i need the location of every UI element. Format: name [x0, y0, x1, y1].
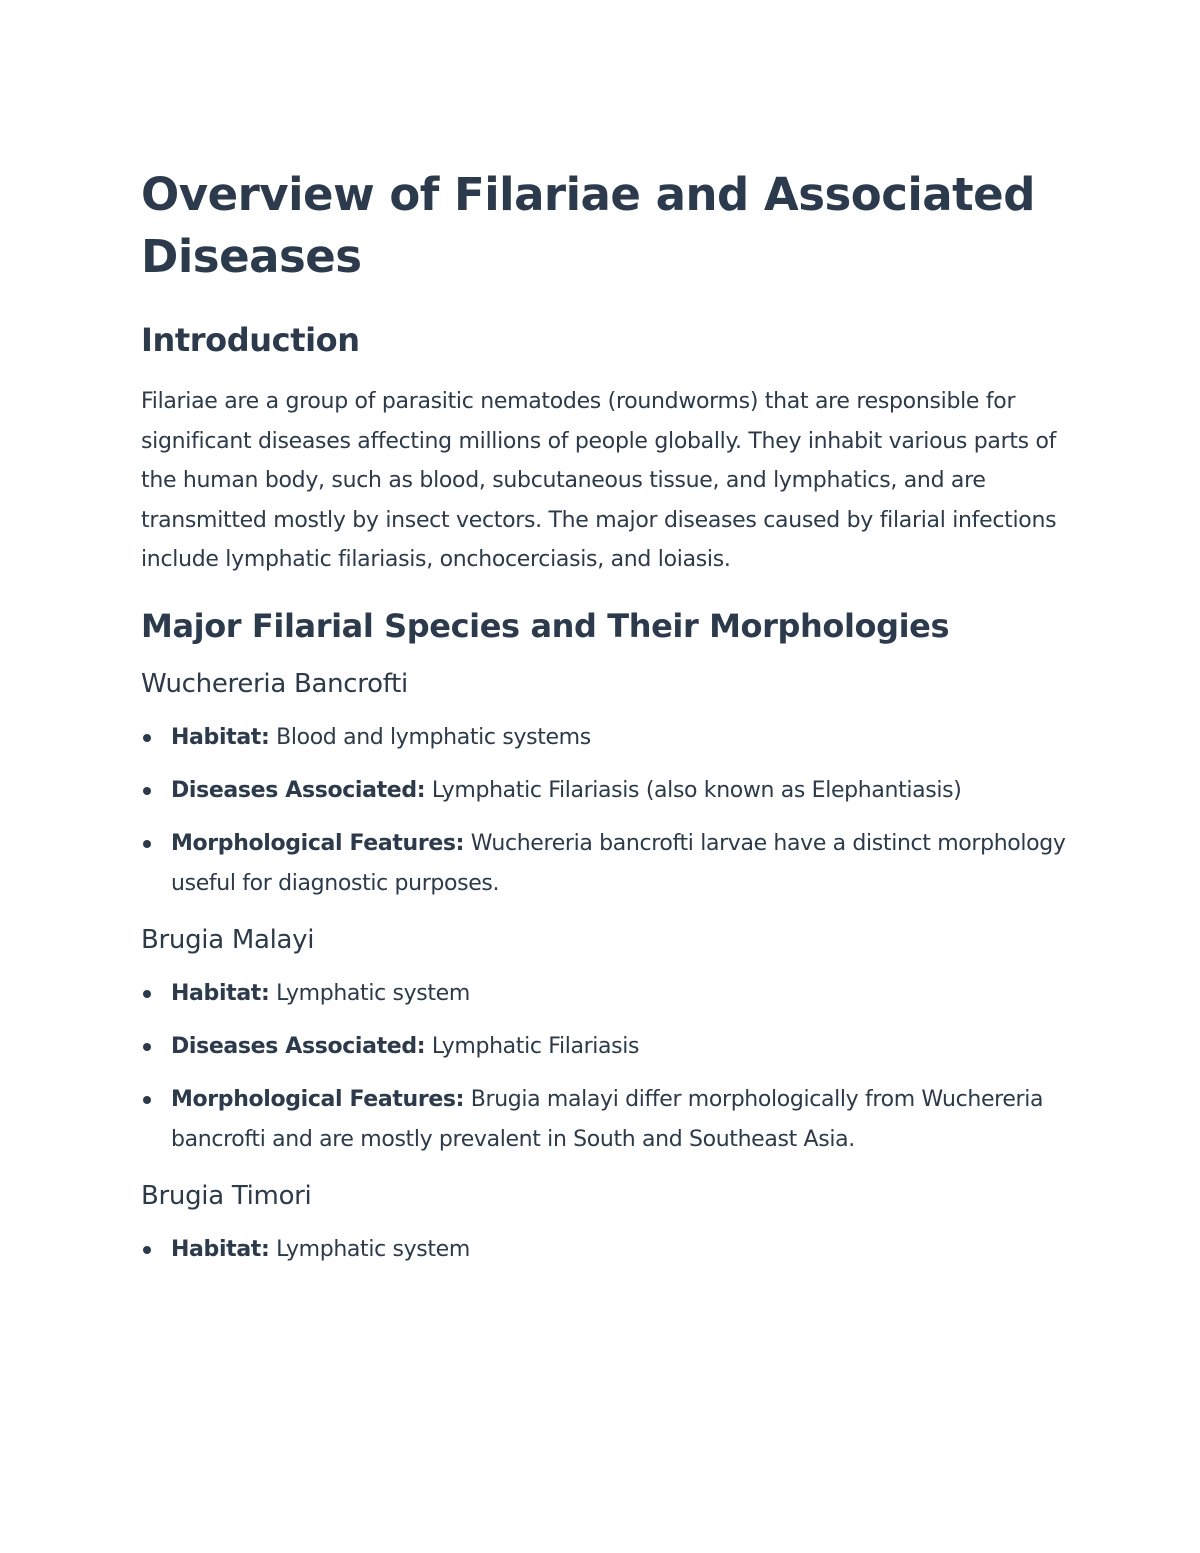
list-item — [141, 718, 1071, 758]
list-item — [141, 974, 1071, 1014]
species-heading-brugia-malayi: Brugia Malayi — [141, 924, 315, 955]
bullet-icon — [143, 787, 151, 795]
item-label: Morphological Features: — [171, 830, 465, 856]
item-label: Diseases Associated: — [171, 777, 426, 803]
item-label: Habitat: — [171, 1236, 270, 1262]
bullet-icon — [143, 990, 151, 998]
list-item — [141, 1080, 1071, 1160]
major-species-heading: Major Filarial Species and Their Morphologies — [141, 606, 950, 645]
item-text: Lymphatic Filariasis — [425, 1033, 640, 1059]
bullet-icon — [143, 1043, 151, 1051]
bullet-icon — [143, 1246, 151, 1254]
list-item — [141, 824, 1071, 904]
document-page — [141, 164, 1071, 1270]
item-text: Lymphatic system — [269, 1236, 470, 1262]
list-item — [141, 1027, 1071, 1067]
item-text: Lymphatic Filariasis (also known as Elephantiasis) — [425, 777, 962, 803]
bullet-icon — [143, 840, 151, 848]
species-heading-wuchereria-bancrofti: Wuchereria Bancrofti — [141, 668, 408, 699]
bullet-icon — [143, 1096, 151, 1104]
species-heading-brugia-timori: Brugia Timori — [141, 1180, 312, 1211]
item-label: Morphological Features: — [171, 1086, 465, 1112]
item-text: Lymphatic system — [269, 980, 470, 1006]
bullet-icon — [143, 734, 151, 742]
introduction-paragraph: Filariae are a group of parasitic nematodes (roundworms) that are responsible for significant diseases affecting millions of people globally. They inhabit various parts of the human body, such as blood, subcutaneous tissue, and lymphatics, and are transmitted mostly by insect vectors. The major diseases caused by filarial infections include lymphatic filariasis, onchocerciasis, and loiasis. — [141, 389, 1057, 572]
list-item — [141, 1230, 1071, 1270]
item-text: Brugia malayi differ morphologically from Wuchereria bancrofti and are mostly prevalent in South and Southeast Asia. — [171, 1086, 1044, 1152]
introduction-heading: Introduction — [141, 321, 360, 359]
item-label: Diseases Associated: — [171, 1033, 426, 1059]
item-text: Wuchereria bancrofti larvae have a distinct morphology useful for diagnostic purposes. — [171, 830, 1066, 896]
item-label: Habitat: — [171, 724, 270, 750]
species-list-brugia-timori — [141, 1230, 1071, 1270]
item-text: Blood and lymphatic systems — [269, 724, 591, 750]
list-item — [141, 771, 1071, 811]
species-list-brugia-malayi — [141, 974, 1071, 1160]
page-title: Overview of Filariae and Associated Diseases — [141, 168, 1035, 283]
species-list-wuchereria-bancrofti — [141, 718, 1071, 904]
item-label: Habitat: — [171, 980, 270, 1006]
